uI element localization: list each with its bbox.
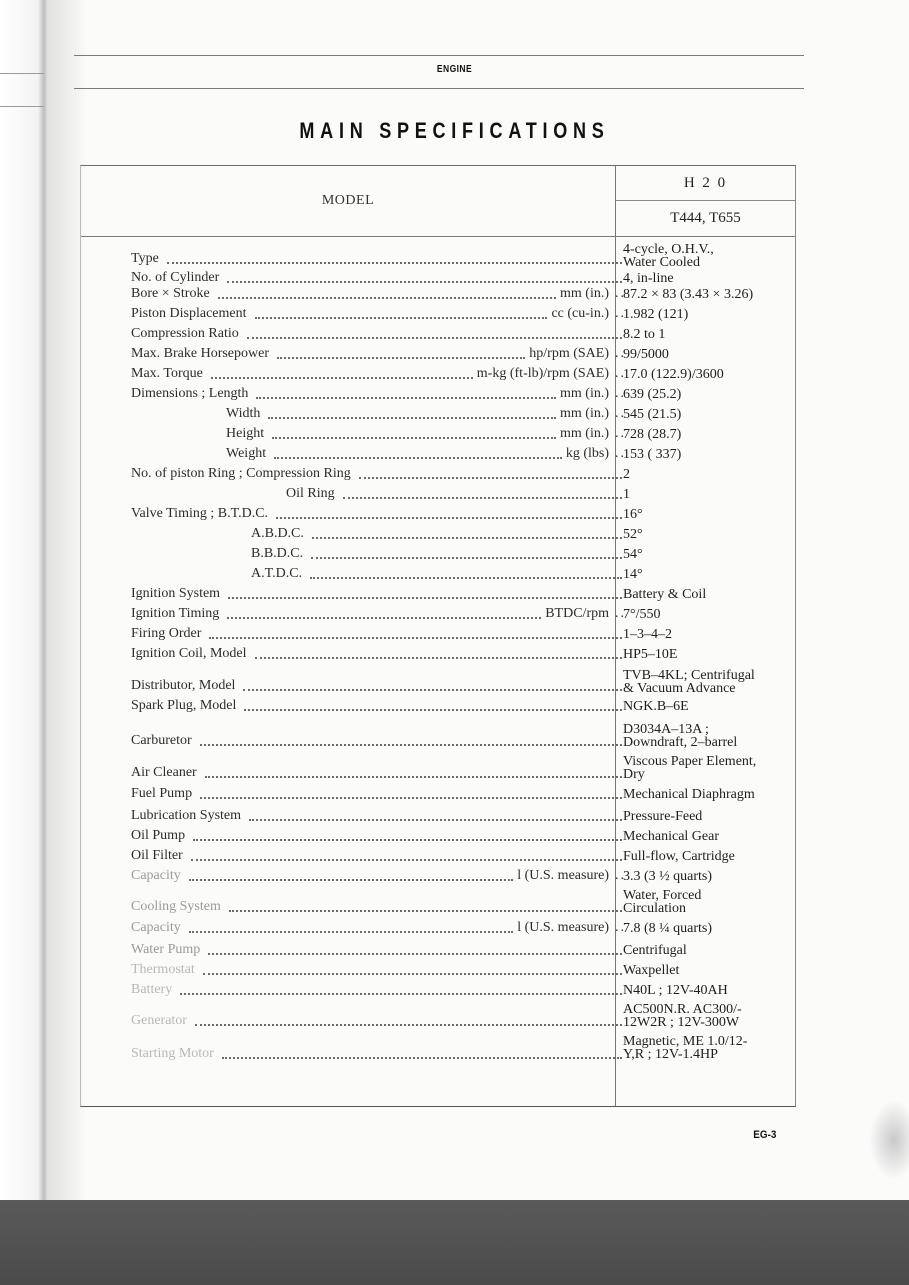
spec-value-line: Circulation [623, 901, 686, 916]
spec-label [131, 848, 626, 864]
spec-name: B.B.D.C. [251, 546, 304, 561]
spec-value-line: 4-cycle, O.H.V., [623, 242, 714, 257]
spec-value-line: HP5–10E [623, 647, 678, 662]
table-row [81, 306, 795, 326]
spec-name: Width [226, 406, 261, 421]
spec-value [623, 669, 795, 695]
spec-label [131, 486, 626, 502]
spec-name: Dimensions ; Length [131, 386, 249, 401]
dot-leader [274, 456, 562, 459]
spec-value-line: NGK.B–6E [623, 699, 689, 714]
spec-label [131, 1040, 626, 1062]
dot-leader [359, 476, 622, 479]
header-top-rule [74, 55, 804, 56]
spec-value-line: 8.2 to 1 [623, 327, 666, 342]
spec-name: Distributor, Model [131, 678, 236, 693]
spec-value-line: Full-flow, Cartridge [623, 849, 735, 864]
table-row [81, 786, 795, 808]
spec-name: Ignition Timing [131, 606, 220, 621]
spec-name: Valve Timing ; B.T.D.C. [131, 506, 269, 521]
spec-name: Max. Torque [131, 366, 203, 381]
spec-name: Oil Pump [131, 828, 186, 843]
spec-value [623, 850, 795, 863]
spec-name: Oil Ring [286, 486, 335, 501]
spec-label [131, 626, 626, 642]
dot-leader-tail: .. [615, 446, 626, 461]
spec-name: Water Pump [131, 942, 201, 957]
spec-unit: cc (cu-in.) [551, 306, 609, 321]
spec-value [623, 368, 795, 381]
spec-value [623, 628, 795, 641]
dot-leader [205, 775, 622, 778]
spec-value-line: Mechanical Diaphragm [623, 787, 755, 802]
spec-name: No. of piston Ring ; Compression Ring [131, 466, 351, 481]
page-smudge [869, 1100, 909, 1180]
spec-label [131, 466, 626, 482]
dot-leader [244, 708, 622, 711]
spec-unit: mm (in.) [560, 386, 609, 401]
spec-name: Type [131, 251, 159, 266]
table-row [81, 326, 795, 346]
page-number: EG-3 [753, 1129, 777, 1141]
dot-leader-tail: .. [615, 286, 626, 301]
spec-label [131, 546, 626, 562]
spec-label [131, 982, 626, 998]
dot-leader [209, 636, 622, 639]
spec-value [623, 308, 795, 321]
dot-leader [249, 818, 622, 821]
spec-name: Lubrication System [131, 808, 242, 823]
dot-leader [211, 376, 473, 379]
spec-value-line: 87.2 × 83 (3.43 × 3.26) [623, 287, 754, 302]
spec-label [131, 962, 626, 978]
dot-leader [268, 416, 556, 419]
table-row [81, 668, 795, 698]
spec-value-line: 12W2R ; 12V-300W [623, 1015, 740, 1030]
dot-leader [255, 316, 548, 319]
spec-value [623, 243, 795, 269]
spec-name: Capacity [131, 868, 181, 883]
specification-rows [81, 242, 795, 1068]
spec-value-line: 54° [623, 547, 643, 562]
table-row [81, 546, 795, 566]
spec-value [623, 488, 795, 501]
table-row [81, 286, 795, 306]
spec-value [623, 348, 795, 361]
spec-name: Oil Filter [131, 848, 183, 863]
spec-value [623, 608, 795, 621]
spec-name: A.B.D.C. [251, 526, 304, 541]
spec-value [623, 830, 795, 843]
spec-value-line: 16° [623, 507, 643, 522]
spec-value-line: Waxpellet [623, 963, 680, 978]
spec-value [623, 944, 795, 957]
spec-value-line: 99/5000 [623, 347, 669, 362]
spec-value [623, 468, 795, 481]
spec-label [131, 346, 626, 362]
table-row [81, 586, 795, 606]
dot-leader [229, 909, 622, 912]
spec-value [623, 723, 795, 749]
spec-label [131, 1007, 626, 1029]
dot-leader [200, 743, 622, 746]
spec-value [623, 810, 795, 823]
spec-label [131, 446, 626, 462]
spec-unit: kg (lbs) [565, 446, 609, 461]
spec-unit: m-kg (ft-lb)/rpm (SAE) [476, 366, 609, 381]
table-row [81, 526, 795, 546]
left-page-rule [0, 106, 44, 107]
spec-label [131, 893, 626, 915]
dot-leader [180, 992, 622, 995]
spec-unit: l (U.S. measure) [517, 920, 609, 935]
table-row [81, 270, 795, 286]
spec-value [623, 648, 795, 661]
spec-value-line: 2 [623, 467, 630, 482]
table-row [81, 646, 795, 668]
spec-label [131, 406, 626, 422]
spec-label [131, 326, 626, 342]
dot-leader [195, 1023, 622, 1026]
dot-leader [191, 858, 622, 861]
dot-leader [272, 436, 556, 439]
spec-value-line: Centrifugal [623, 943, 687, 958]
dot-leader [189, 930, 513, 933]
dot-leader [222, 1056, 622, 1059]
spec-label [131, 606, 626, 622]
spec-unit: mm (in.) [560, 406, 609, 421]
spec-value [623, 508, 795, 521]
table-row [81, 828, 795, 848]
spec-value [623, 588, 795, 601]
dot-leader [228, 596, 622, 599]
spec-value [623, 922, 795, 935]
spec-name: Max. Brake Horsepower [131, 346, 270, 361]
spec-label [131, 426, 626, 442]
dot-leader [310, 576, 622, 579]
spec-value-line: & Vacuum Advance [623, 681, 736, 696]
dot-leader [227, 280, 622, 283]
spec-value-line: 1 [623, 487, 630, 502]
dot-leader-tail: .. [615, 426, 626, 441]
table-row [81, 808, 795, 828]
spec-value [623, 700, 795, 713]
spec-value [623, 984, 795, 997]
dot-leader-tail: .. [615, 606, 626, 621]
spec-value [623, 448, 795, 461]
scanner-background [0, 1200, 909, 1285]
spec-value [623, 548, 795, 561]
spec-unit: mm (in.) [560, 426, 609, 441]
table-row [81, 722, 795, 754]
table-row [81, 466, 795, 486]
spec-value-line: Battery & Coil [623, 587, 707, 602]
spec-value-line: N40L ; 12V-40AH [623, 983, 728, 998]
dot-leader-tail: .. [615, 386, 626, 401]
spec-value-line: Water, Forced [623, 888, 702, 903]
spec-unit: l (U.S. measure) [517, 868, 609, 883]
dot-leader [343, 496, 622, 499]
table-row [81, 848, 795, 868]
dot-leader [311, 556, 622, 559]
spec-name: Bore × Stroke [131, 286, 210, 301]
spec-value [623, 889, 795, 915]
model-header: MODEL [321, 193, 375, 208]
dot-leader [227, 616, 541, 619]
spec-value-line: 52° [623, 527, 643, 542]
dot-leader-tail: .. [615, 346, 626, 361]
spec-value [623, 528, 795, 541]
spec-name: Battery [131, 982, 173, 997]
spec-label [131, 759, 626, 781]
spec-value-line: TVB–4KL; Centrifugal [623, 668, 755, 683]
dot-leader-tail: .. [615, 920, 626, 935]
spec-name: Spark Plug, Model [131, 698, 237, 713]
spec-label [131, 868, 626, 884]
spec-value-line: 1.982 (121) [623, 307, 689, 322]
spec-unit: mm (in.) [560, 286, 609, 301]
table-row [81, 1034, 795, 1068]
spec-name: A.T.D.C. [251, 566, 303, 581]
spec-unit: hp/rpm (SAE) [529, 346, 609, 361]
dot-leader [208, 952, 622, 955]
dot-leader [189, 878, 513, 881]
left-page-rule [0, 73, 44, 74]
spec-label [131, 506, 626, 522]
spec-name: Thermostat [131, 962, 195, 977]
page-title: MAIN SPECIFICATIONS [299, 118, 610, 143]
specifications-table [80, 165, 796, 1107]
spec-value-line: 14° [623, 567, 643, 582]
section-heading: ENGINE [436, 64, 473, 75]
spec-label [131, 698, 626, 714]
spec-value [623, 428, 795, 441]
table-row [81, 242, 795, 270]
dot-leader-tail: .. [615, 406, 626, 421]
spec-value [623, 568, 795, 581]
spec-value-line: 153 ( 337) [623, 447, 682, 462]
spec-value [623, 1003, 795, 1029]
table-row [81, 888, 795, 920]
spec-name: Ignition System [131, 586, 221, 601]
spec-label [131, 808, 626, 824]
dot-leader [312, 536, 622, 539]
dot-leader [247, 336, 622, 339]
table-row [81, 868, 795, 888]
spec-value [623, 272, 795, 285]
spec-value [623, 288, 795, 301]
dot-leader [243, 688, 622, 691]
table-row [81, 698, 795, 722]
spec-value-line: 3.3 (3 ½ quarts) [623, 869, 713, 884]
spec-value [623, 388, 795, 401]
spec-value [623, 1035, 795, 1061]
table-row [81, 942, 795, 962]
dot-leader-tail: .. [615, 868, 626, 883]
spec-value-line: D3034A–13A ; [623, 722, 709, 737]
dot-leader [256, 396, 556, 399]
spec-value-line: 17.0 (122.9)/3600 [623, 367, 724, 382]
spec-name: Carburetor [131, 733, 192, 748]
spec-name: Cooling System [131, 899, 221, 914]
spec-label [131, 526, 626, 542]
table-row [81, 446, 795, 466]
table-row [81, 962, 795, 982]
engine-model-header: H 2 0 [616, 166, 795, 201]
spec-value-line: AC500N.R. AC300/- [623, 1002, 742, 1017]
table-row [81, 982, 795, 1002]
table-row [81, 486, 795, 506]
table-row [81, 1002, 795, 1034]
table-row [81, 920, 795, 942]
table-row [81, 346, 795, 366]
spec-name: No. of Cylinder [131, 270, 220, 285]
spec-label [131, 306, 626, 322]
spec-value-line: Dry [623, 767, 645, 782]
spec-value [623, 755, 795, 781]
table-row [81, 366, 795, 386]
dot-leader [167, 261, 622, 264]
spec-name: Generator [131, 1013, 187, 1028]
spec-label [131, 942, 626, 958]
spec-value [623, 870, 795, 883]
spec-value-line: Y,R ; 12V-1.4HP [623, 1047, 718, 1062]
table-row [81, 626, 795, 646]
spec-label [131, 566, 626, 582]
spec-unit: BTDC/rpm [545, 606, 609, 621]
dot-leader-tail: .. [615, 306, 626, 321]
table-row [81, 566, 795, 586]
spec-value [623, 408, 795, 421]
spec-value-line: Pressure-Feed [623, 809, 703, 824]
vehicle-models-header: T444, T655 [670, 209, 741, 226]
spec-label [131, 727, 626, 749]
spec-label [131, 828, 626, 844]
spec-value-line: 545 (21.5) [623, 407, 682, 422]
spec-value-line: Water Cooled [623, 255, 701, 270]
spec-name: Height [226, 426, 265, 441]
spec-value-line: 4, in-line [623, 271, 674, 286]
spec-value [623, 788, 795, 801]
header-rule [81, 236, 795, 237]
dot-leader [255, 656, 623, 659]
dot-leader-tail: .. [615, 366, 626, 381]
dot-leader [200, 796, 622, 799]
spec-label [131, 245, 626, 267]
spec-name: Compression Ratio [131, 326, 239, 341]
spec-value-line: Magnetic, ME 1.0/12- [623, 1034, 748, 1049]
spec-label [131, 646, 626, 662]
spec-label [131, 786, 626, 802]
spec-value-line: 639 (25.2) [623, 387, 682, 402]
spec-value [623, 328, 795, 341]
dot-leader [277, 356, 525, 359]
spec-name: Air Cleaner [131, 765, 197, 780]
dot-leader [193, 838, 622, 841]
spec-value-line: Mechanical Gear [623, 829, 719, 844]
spec-label [131, 366, 626, 382]
spec-label [131, 286, 626, 302]
header-bottom-rule [74, 88, 804, 89]
spec-name: Fuel Pump [131, 786, 193, 801]
spec-label [131, 586, 626, 602]
spec-label [131, 920, 626, 936]
spec-value-line: 1–3–4–2 [623, 627, 672, 642]
spec-value-line: 7°/550 [623, 607, 661, 622]
spec-value-line: Downdraft, 2–barrel [623, 735, 738, 750]
spec-value [623, 964, 795, 977]
table-row [81, 754, 795, 786]
spec-label [131, 270, 626, 286]
table-row [81, 606, 795, 626]
table-row [81, 506, 795, 526]
spec-label [131, 672, 626, 694]
spec-name: Starting Motor [131, 1046, 214, 1061]
spec-name: Weight [226, 446, 267, 461]
dot-leader [218, 296, 556, 299]
table-row [81, 426, 795, 446]
spec-value-line: Viscous Paper Element, [623, 754, 757, 769]
spec-name: Ignition Coil, Model [131, 646, 247, 661]
page-binding-edge [0, 0, 48, 1200]
spec-value-line: 7.8 (8 ¼ quarts) [623, 921, 713, 936]
spec-name: Firing Order [131, 626, 202, 641]
dot-leader [203, 972, 622, 975]
spec-name: Piston Displacement [131, 306, 247, 321]
table-row [81, 406, 795, 426]
spec-label [131, 386, 626, 402]
table-row [81, 386, 795, 406]
spec-name: Capacity [131, 920, 181, 935]
dot-leader [276, 516, 622, 519]
spec-value-line: 728 (28.7) [623, 427, 682, 442]
